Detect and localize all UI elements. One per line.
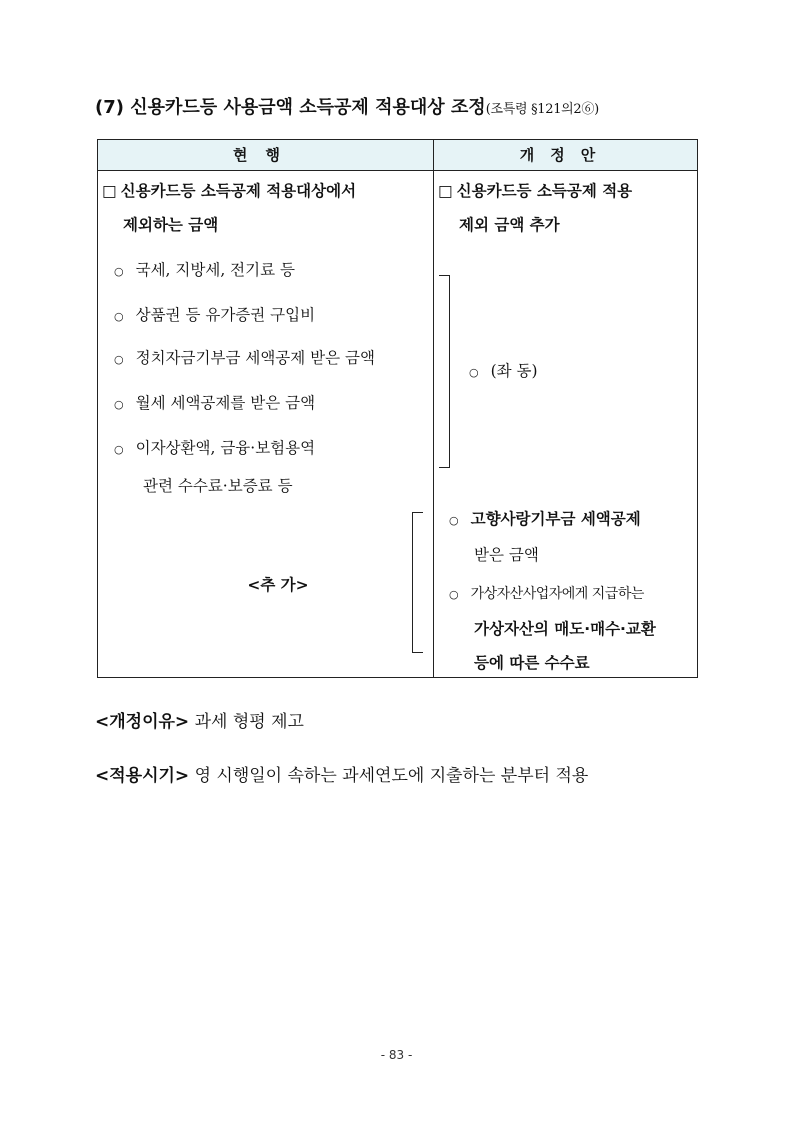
bullet-icon: ○ (114, 443, 124, 456)
new-item-1-cont: 받은 금액 (474, 546, 539, 564)
effective-label: <적용시기> (95, 766, 190, 786)
current-item-5-cont: 관련 수수료·보증료 등 (143, 477, 293, 495)
add-label: <추 가> (247, 576, 309, 594)
reason-text: 과세 형평 제고 (194, 712, 304, 732)
bullet-icon: ○ (114, 265, 124, 278)
bullet-icon: ○ (449, 514, 459, 527)
current-item-3 (114, 347, 375, 371)
same-as-left: (좌 동) (490, 362, 538, 380)
table-header (98, 140, 697, 171)
bullet-icon: ○ (114, 310, 124, 323)
effective-text: 영 시행일이 속하는 과세연도에 지출하는 분부터 적용 (194, 766, 589, 786)
current-box-line1: 신용카드등 소득공제 적용대상에서 (120, 182, 357, 200)
box-icon: □ (438, 182, 453, 200)
new-item-2-line3: 등에 따른 수수료 (474, 654, 590, 672)
current-item-5 (114, 437, 315, 497)
current-box-item (102, 174, 432, 242)
current-item-1 (114, 259, 295, 283)
page-number: - 83 - (380, 1048, 413, 1062)
current-item-text: 국세, 지방세, 전기료 등 (135, 261, 296, 279)
bullet-icon: ○ (114, 398, 124, 411)
comparison-table (97, 139, 698, 678)
new-item-2-line1: 가상자산사업자에게 지급하는 (470, 586, 644, 602)
box-icon: □ (102, 182, 117, 200)
bullet-icon: ○ (469, 366, 479, 379)
column-divider (433, 140, 434, 677)
current-item-text: 월세 세액공제를 받은 금액 (135, 394, 316, 412)
reason-label: <개정이유> (95, 712, 190, 732)
revised-box-line1: 신용카드등 소득공제 적용 (456, 182, 633, 200)
add-bracket (412, 512, 423, 653)
revised-box-line2: 제외 금액 추가 (459, 216, 560, 234)
column-header-revised: 개정안 (519, 146, 612, 164)
section-title: (7) 신용카드등 사용금액 소득공제 적용대상 조정 (95, 97, 486, 118)
current-item-4 (114, 392, 315, 416)
revised-box-item (438, 174, 696, 242)
reason-paragraph (95, 707, 304, 732)
new-item-2-line2: 가상자산의 매도·매수·교환 (474, 620, 656, 638)
current-item-text: 정치자금기부금 세액공제 받은 금액 (135, 349, 375, 367)
current-item-2 (114, 304, 315, 328)
current-box-line2: 제외하는 금액 (123, 216, 219, 234)
revised-new-item-1 (449, 502, 641, 572)
law-reference: (조특령 §121의2⑥) (485, 102, 599, 117)
revised-new-item-2 (449, 576, 656, 680)
bullet-icon: ○ (449, 588, 459, 601)
column-header-current: 현행 (233, 146, 298, 164)
new-item-1-bold: 고향사랑기부금 세액공제 (470, 510, 641, 528)
section-heading (95, 93, 715, 119)
same-bracket (439, 275, 450, 468)
current-item-text: 이자상환액, 금융·보험용역 (135, 439, 316, 457)
effective-paragraph (95, 761, 588, 786)
revised-same-item (469, 354, 538, 390)
current-item-text: 상품권 등 유가증권 구입비 (135, 306, 316, 324)
bullet-icon: ○ (114, 353, 124, 366)
